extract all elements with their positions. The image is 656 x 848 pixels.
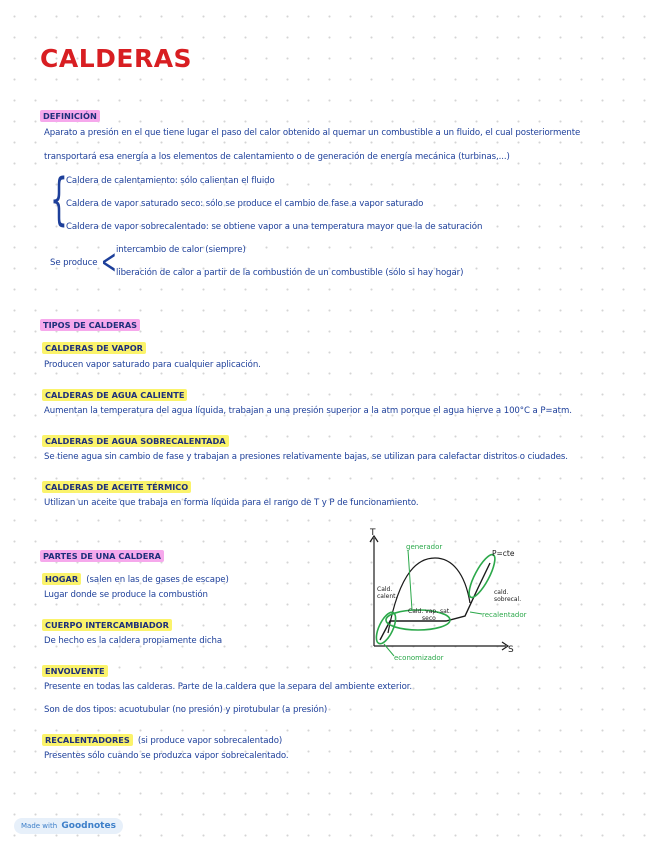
tipo-1-name [42,336,146,355]
definicion-heading [40,104,100,123]
recalentadores-note: (si produce vapor sobrecalentado) [137,736,283,746]
tipos-heading-label: TIPOS DE CALDERAS [40,319,140,331]
caldera-type-1: Caldera de calentamiento: sólo calientan el fluido [66,176,275,186]
x-axis-label: S [508,645,514,655]
partes-heading-label: PARTES DE UNA CALDERA [40,550,164,562]
definicion-heading-label: DEFINICIÓN [40,110,100,122]
envolvente-desc-2: Son de dos tipos: acuotubular (no presión) y pirotubular (a presión) [44,705,328,715]
cald-calent-label-1: Cald. [377,586,393,593]
produce-item-1: intercambio de calor (siempre) [116,245,246,255]
recalentador-label: recalentador [482,611,527,619]
recalentadores-row [42,728,282,747]
cald-sobrec-label-2: sobrecal. [494,596,522,603]
hogar-note: (salen en las de gases de escape) [86,575,229,585]
envolvente-desc-1: Presente en todas las calderas. Parte de la caldera que la separa del ambiente exterior. [44,682,413,692]
generador-pointer [408,550,412,610]
y-axis-label: T [370,528,376,538]
recalentador-pointer [470,612,482,614]
tipo-3-label: CALDERAS DE AGUA SOBRECALENTADA [42,435,229,447]
definicion-line-2: transportará esa energía a los elementos de calentamiento o de generación de energía mecánica (turbinas,...) [44,152,510,162]
partes-heading [40,544,164,563]
tipo-3-desc: Se tiene agua sin cambio de fase y trabajan a presiones relativamente bajas, se utilizan para calefactar distritos o ciudades. [44,452,568,462]
hogar-row [42,567,229,586]
p-cte-label: P=cte [492,549,515,558]
badge-made-with: Made with [21,822,58,830]
ts-diagram [360,528,530,663]
definicion-line-1: Aparato a presión en el que tiene lugar el paso del calor obtenido al quemar un combustible a un fluido, el cual posteriormente [44,128,581,138]
tipo-3-name [42,429,229,448]
goodnotes-badge [14,818,123,834]
page-title: CALDERAS [40,44,193,73]
cald-vap-sat-label-1: Cald. vap. sat. [408,608,452,615]
envolvente-row [42,659,108,678]
cald-calent-label-2: calent. [377,593,398,600]
cuerpo-row [42,613,172,632]
produce-item-2: liberación de calor a partir de la combustión de un combustible (sólo si hay hogar) [116,268,464,278]
envolvente-label: ENVOLVENTE [42,665,108,677]
se-produce-label: Se produce [50,258,98,268]
tipo-4-desc: Utilizan un aceite que trabaja en forma líquida para el rango de T y P de funcionamiento. [44,498,419,508]
tipo-4-label: CALDERAS DE ACEITE TÉRMICO [42,481,191,493]
cald-sobrec-label-1: cald. [494,589,509,596]
generador-label: generador [406,543,443,551]
cald-vap-sat-label-2: seco [422,615,436,622]
caldera-type-3: Caldera de vapor sobrecalentado: se obtiene vapor a una temperatura mayor que la de saturación [66,222,483,232]
tipo-1-desc: Producen vapor saturado para cualquier aplicación. [44,360,261,370]
tipo-2-label: CALDERAS DE AGUA CALIENTE [42,389,187,401]
types-brace: { [50,167,68,232]
tipo-2-name [42,383,187,402]
tipo-4-name [42,475,191,494]
badge-brand: Goodnotes [61,821,116,831]
cuerpo-label: CUERPO INTERCAMBIADOR [42,619,172,631]
se-produce-brace: < [101,242,117,282]
tipo-1-label: CALDERAS DE VAPOR [42,342,146,354]
recalentadores-label: RECALENTADORES [42,734,133,746]
caldera-type-2: Caldera de vapor saturado seco: sólo se produce el cambio de fase a vapor saturado [66,199,424,209]
tipos-heading [40,313,140,332]
cuerpo-desc: De hecho es la caldera propiamente dicha [44,636,223,646]
hogar-label: HOGAR [42,573,81,585]
hogar-desc: Lugar donde se produce la combustión [44,590,208,600]
economizador-label: economizador [394,654,444,662]
recalentadores-desc: Presentes sólo cuando se produzca vapor sobrecalentado. [44,751,289,761]
tipo-2-desc: Aumentan la temperatura del agua líquida, trabajan a una presión superior a la atm porque el agua hierve a 100°C a P=atm. [44,406,572,416]
